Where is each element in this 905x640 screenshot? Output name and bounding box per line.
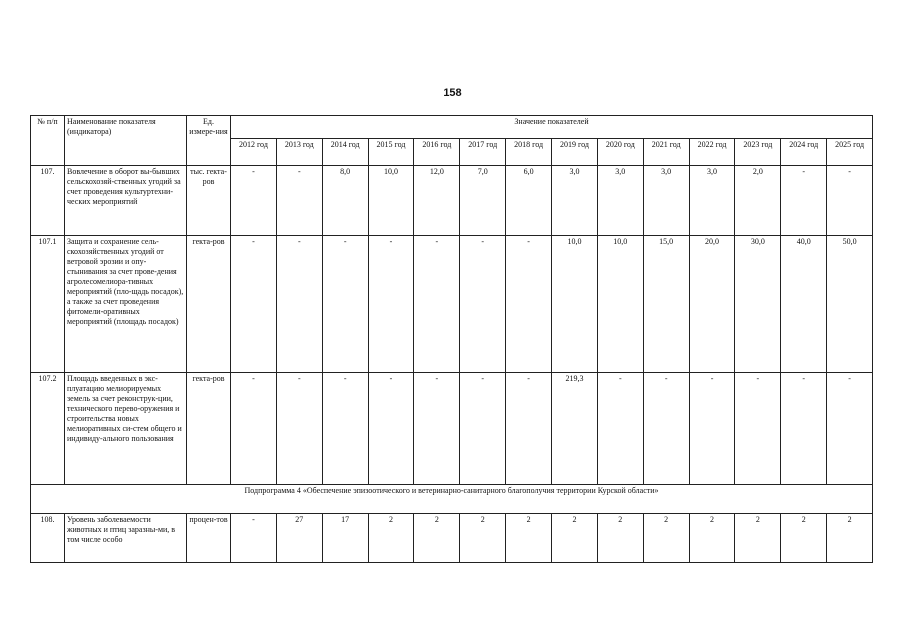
row-value: - bbox=[460, 236, 506, 373]
row-value: 6,0 bbox=[506, 166, 552, 236]
row-value: 15,0 bbox=[643, 236, 689, 373]
subprogram-row bbox=[31, 485, 873, 514]
page-number: 158 bbox=[443, 87, 462, 99]
row-name: Уровень заболеваемости животных и птиц заразны-ми, в том числе особо bbox=[65, 514, 187, 563]
row-name: Защита и сохранение сель-скохозяйственных угодий от ветровой эрозии и опу-стынивания за счет прове-дения агролесомелиора-тивных мероприятий (пло-щадь посадок), а также за счет проведения фитомели-оративных мероприятий (площадь посадок) bbox=[65, 236, 187, 373]
row-value: - bbox=[781, 373, 827, 485]
row-value: 3,0 bbox=[643, 166, 689, 236]
row-name: Площадь введенных в экс-плуатацию мелиорируемых земель за счет реконструк-ции, технического перево-оружения и строительства новых мелиоративных си-стем общего и индивиду-ального пользования bbox=[65, 373, 187, 485]
row-value: 17 bbox=[322, 514, 368, 563]
row-value: - bbox=[231, 166, 277, 236]
row-value: - bbox=[506, 236, 552, 373]
row-value: 50,0 bbox=[827, 236, 873, 373]
table-row bbox=[31, 373, 873, 485]
row-value: - bbox=[276, 373, 322, 485]
table-row bbox=[31, 236, 873, 373]
row-value: - bbox=[322, 236, 368, 373]
header-num: № п/п bbox=[31, 116, 65, 166]
header-year: 2013 год bbox=[276, 139, 322, 166]
row-unit: процен-тов bbox=[187, 514, 231, 563]
row-value: - bbox=[827, 166, 873, 236]
row-value: 2 bbox=[552, 514, 598, 563]
header-year: 2014 год bbox=[322, 139, 368, 166]
row-value: 8,0 bbox=[322, 166, 368, 236]
table-row bbox=[31, 514, 873, 563]
row-value: 2 bbox=[368, 514, 414, 563]
row-value: - bbox=[460, 373, 506, 485]
row-value: 2,0 bbox=[735, 166, 781, 236]
header-year: 2024 год bbox=[781, 139, 827, 166]
row-value: - bbox=[414, 236, 460, 373]
row-name: Вовлечение в оборот вы-бывших сельскохозяй-ственных угодий за счет проведения культуртехни-ческих мероприятий bbox=[65, 166, 187, 236]
row-value: - bbox=[276, 236, 322, 373]
row-value: - bbox=[231, 236, 277, 373]
row-unit: тыс. гекта-ров bbox=[187, 166, 231, 236]
row-num: 107. bbox=[31, 166, 65, 236]
row-num: 107.2 bbox=[31, 373, 65, 485]
row-value: 2 bbox=[597, 514, 643, 563]
row-value: 40,0 bbox=[781, 236, 827, 373]
header-year: 2021 год bbox=[643, 139, 689, 166]
row-value: - bbox=[368, 236, 414, 373]
row-value: - bbox=[322, 373, 368, 485]
row-value: - bbox=[827, 373, 873, 485]
row-value: 219,3 bbox=[552, 373, 598, 485]
row-value: - bbox=[597, 373, 643, 485]
row-value: - bbox=[643, 373, 689, 485]
header-year: 2012 год bbox=[231, 139, 277, 166]
row-num: 108. bbox=[31, 514, 65, 563]
row-value: 10,0 bbox=[552, 236, 598, 373]
row-value: 2 bbox=[414, 514, 460, 563]
header-year: 2019 год bbox=[552, 139, 598, 166]
row-value: - bbox=[781, 166, 827, 236]
row-value: 2 bbox=[506, 514, 552, 563]
header-values-group: Значение показателей bbox=[231, 116, 873, 139]
row-value: 2 bbox=[735, 514, 781, 563]
row-value: - bbox=[414, 373, 460, 485]
row-value: - bbox=[231, 373, 277, 485]
header-name: Наименование показателя (индикатора) bbox=[65, 116, 187, 166]
row-value: 10,0 bbox=[597, 236, 643, 373]
row-value: 3,0 bbox=[689, 166, 735, 236]
row-value: 2 bbox=[781, 514, 827, 563]
subprogram-title: Подпрограмма 4 «Обеспечение эпизоотического и ветеринарно-санитарного благополучия территории Курской области» bbox=[31, 485, 873, 514]
indicators-table bbox=[30, 115, 873, 563]
row-unit: гекта-ров bbox=[187, 236, 231, 373]
header-year: 2023 год bbox=[735, 139, 781, 166]
header-unit: Ед. измере-ния bbox=[187, 116, 231, 166]
row-value: - bbox=[506, 373, 552, 485]
row-value: - bbox=[689, 373, 735, 485]
row-value: - bbox=[276, 166, 322, 236]
row-value: 2 bbox=[689, 514, 735, 563]
header-year: 2022 год bbox=[689, 139, 735, 166]
header-year: 2015 год bbox=[368, 139, 414, 166]
header-year: 2025 год bbox=[827, 139, 873, 166]
row-value: 12,0 bbox=[414, 166, 460, 236]
row-value: 2 bbox=[827, 514, 873, 563]
header-year: 2016 год bbox=[414, 139, 460, 166]
row-value: 20,0 bbox=[689, 236, 735, 373]
row-value: 27 bbox=[276, 514, 322, 563]
header-year: 2020 год bbox=[597, 139, 643, 166]
table-row bbox=[31, 166, 873, 236]
row-value: 30,0 bbox=[735, 236, 781, 373]
row-value: 2 bbox=[643, 514, 689, 563]
row-value: 3,0 bbox=[597, 166, 643, 236]
row-value: 10,0 bbox=[368, 166, 414, 236]
row-value: 7,0 bbox=[460, 166, 506, 236]
header-year: 2017 год bbox=[460, 139, 506, 166]
row-value: - bbox=[368, 373, 414, 485]
row-value: - bbox=[735, 373, 781, 485]
row-num: 107.1 bbox=[31, 236, 65, 373]
header-year: 2018 год bbox=[506, 139, 552, 166]
row-value: 2 bbox=[460, 514, 506, 563]
row-value: - bbox=[231, 514, 277, 563]
row-unit: гекта-ров bbox=[187, 373, 231, 485]
row-value: 3,0 bbox=[552, 166, 598, 236]
